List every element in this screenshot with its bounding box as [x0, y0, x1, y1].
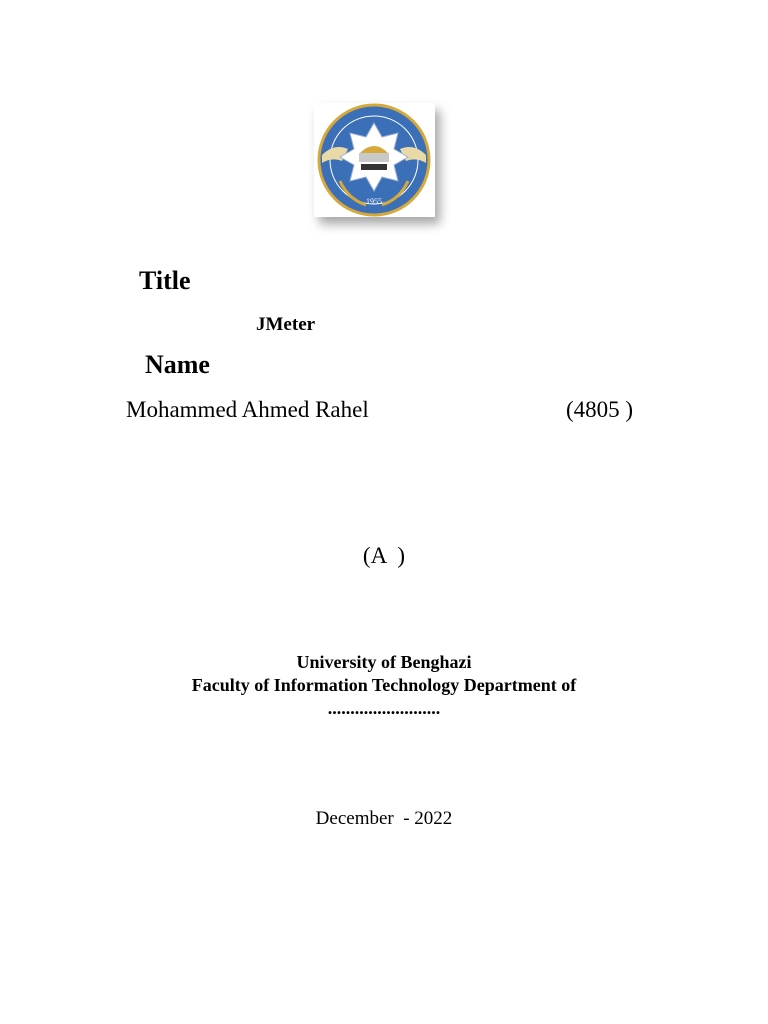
university-logo — [314, 103, 435, 217]
institution-block — [0, 651, 768, 720]
title-label: Title — [139, 266, 191, 295]
logo-year: 1955 — [366, 197, 382, 206]
title-value: JMeter — [256, 314, 316, 335]
university-seal-icon — [314, 103, 435, 217]
department-name: ......................... — [327, 698, 441, 718]
name-label: Name — [145, 350, 210, 379]
university-name: University of Benghazi — [296, 652, 472, 672]
faculty-name: Faculty of Information Technology Department of — [191, 675, 577, 695]
date: December - 2022 — [315, 808, 453, 829]
student-id: (4805 ) — [566, 397, 634, 422]
group-label: (A ) — [362, 543, 406, 568]
student-name: Mohammed Ahmed Rahel — [126, 397, 369, 422]
